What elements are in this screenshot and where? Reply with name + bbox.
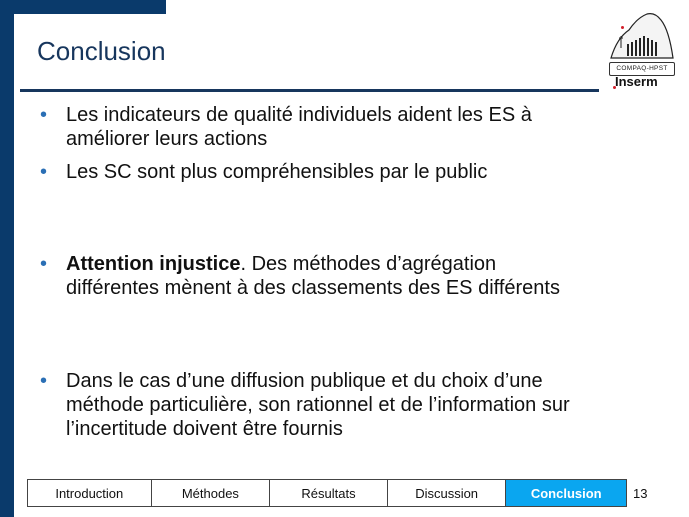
bullet-emphasis: Attention injustice [66,253,241,275]
bullet-line: différentes mènent à des classements des ES différents [66,277,560,299]
nav-tab-introduction[interactable]: Introduction [28,480,152,506]
bullet-dot: • [40,253,48,275]
section-nav-bar [27,479,627,507]
bullet-item [40,369,640,441]
bullet-line: Les indicateurs de qualité individuels aident les ES à [66,104,532,126]
bullet-item [40,252,640,300]
bullet-line-rest: . Des méthodes d’agrégation [240,253,497,275]
inserm-logo-text: Inserm [615,74,658,89]
bullet-dot: • [40,104,48,126]
title-underline [20,89,599,92]
nav-tab-discussion[interactable]: Discussion [388,480,507,506]
nav-tab-resultats[interactable]: Résultats [270,480,388,506]
bullet-line: Les SC sont plus compréhensibles par le public [66,161,488,183]
nav-tab-conclusion[interactable]: Conclusion [506,480,626,506]
slide-title: Conclusion [37,36,166,66]
top-accent-bar [0,0,166,14]
bullet-line: améliorer leurs actions [66,128,268,150]
logo-label: COMPAQ-HPST [609,62,675,76]
bullet-dot: • [40,161,48,183]
building-logo-icon [607,8,677,64]
compaq-hpst-logo [607,8,677,92]
bullet-line: l’incertitude doivent être fournis [66,418,343,440]
nav-tab-methodes[interactable]: Méthodes [152,480,271,506]
logo-red-dot [621,26,624,29]
page-number: 13 [633,486,648,501]
bullet-line [66,252,640,276]
bullet-line: méthode particulière, son rationnel et de l’information sur [66,394,570,416]
bullet-item [40,103,640,151]
bullet-item [40,160,640,184]
left-accent-bar [0,0,14,517]
bullet-dot: • [40,370,48,392]
bullet-line: Dans le cas d’une diffusion publique et du choix d’une [66,370,543,392]
